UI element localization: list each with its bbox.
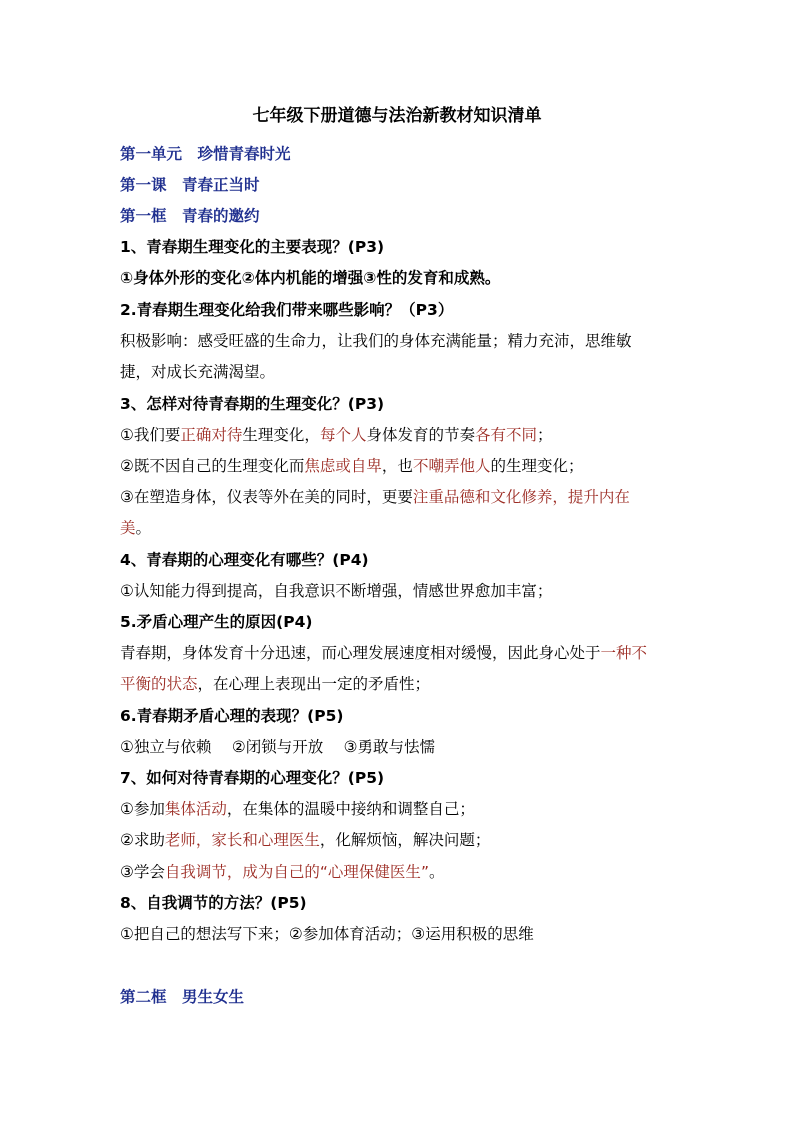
answer-text: ①我们要 (120, 426, 181, 444)
question-7: 7、如何对待青春期的心理变化？(P5) (120, 769, 385, 787)
answer-text: 身体发育的节奏 (366, 426, 475, 444)
question-6: 6.青春期矛盾心理的表现？(P5) (120, 707, 344, 725)
answer-text: ，也 (381, 457, 413, 475)
answer-text: ①参加 (120, 800, 165, 818)
question-3: 3、怎样对待青春期的生理变化？(P3) (120, 395, 385, 413)
answer-5-line-1 (120, 642, 647, 664)
highlight-text: 注重品德和文化修养，提升内在 (412, 488, 630, 506)
question-5: 5.矛盾心理产生的原因(P4) (120, 613, 313, 631)
question-8: 8、自我调节的方法？(P5) (120, 894, 307, 912)
answer-1: ①身体外形的变化②体内机能的增强③性的发育和成熟。 (120, 269, 501, 287)
answer-7-item-1 (120, 798, 475, 820)
answer-text: 的生理变化； (490, 457, 584, 475)
answer-text: 青春期，身体发育十分迅速，而心理发展速度相对缓慢，因此身心处于 (120, 644, 601, 662)
highlight-text: 不嘲弄他人 (412, 457, 491, 475)
answer-2-line-2: 捷，对成长充满渴望。 (120, 363, 276, 381)
answer-text: 生理变化， (242, 426, 320, 444)
answer-text: ③学会 (120, 863, 165, 881)
highlight-text: 美 (120, 519, 136, 537)
answer-text: ③在塑造身体，仪表等外在美的同时，更要 (120, 488, 413, 506)
highlight-text: 每个人 (319, 426, 367, 444)
answer-text: ②既不因自己的生理变化而 (120, 457, 305, 475)
unit-heading: 第一单元 珍惜青春时光 (120, 144, 291, 163)
answer-text: ，在集体的温暖中接纳和调整自己； (226, 800, 475, 818)
answer-4: ①认知能力得到提高，自我意识不断增强，情感世界愈加丰富； (120, 582, 553, 600)
highlight-text: 集体活动 (164, 800, 227, 818)
answer-text: 。 (428, 863, 445, 881)
answer-text: ②求助 (120, 831, 165, 849)
frame-heading-1: 第一框 青春的邀约 (120, 206, 260, 225)
lesson-heading: 第一课 青春正当时 (120, 175, 260, 194)
answer-7-item-2 (120, 829, 490, 851)
highlight-text: 焦虑或自卑 (304, 457, 382, 475)
highlight-text: 老师，家长和心理医生 (164, 831, 320, 849)
highlight-text: 一种不 (600, 644, 648, 662)
answer-3-item-3 (120, 486, 630, 508)
question-1: 1、青春期生理变化的主要表现？(P3) (120, 238, 385, 256)
answer-5-line-2 (120, 673, 430, 695)
answer-text: 。 (135, 519, 152, 537)
answer-6: ①独立与依赖 ②闭锁与开放 ③勇敢与怯懦 (120, 738, 436, 756)
answer-3-item-1 (120, 424, 553, 446)
highlight-text: 自我调节，成为自己的“心理保健医生” (164, 863, 429, 881)
frame-heading-2: 第二框 男生女生 (120, 987, 245, 1006)
answer-3-item-2 (120, 455, 583, 477)
highlight-text: 平衡的状态 (120, 675, 198, 693)
answer-7-item-3 (120, 861, 444, 883)
answer-2-line-1: 积极影响：感受旺盛的生命力，让我们的身体充满能量；精力充沛，思维敏 (120, 332, 632, 350)
answer-text: ，在心理上表现出一定的矛盾性； (197, 675, 431, 693)
answer-8: ①把自己的想法写下来；②参加体育活动；③运用积极的思维 (120, 925, 534, 943)
answer-text: ，化解烦恼，解决问题； (319, 831, 491, 849)
answer-text: ； (536, 426, 553, 444)
document-title: 七年级下册道德与法治新教材知识清单 (252, 106, 542, 126)
question-4: 4、青春期的心理变化有哪些？(P4) (120, 551, 369, 569)
question-2: 2.青春期生理变化给我们带来哪些影响？（P3） (120, 301, 454, 319)
highlight-text: 各有不同 (474, 426, 537, 444)
answer-3-item-3-cont (120, 517, 151, 539)
highlight-text: 正确对待 (180, 426, 243, 444)
